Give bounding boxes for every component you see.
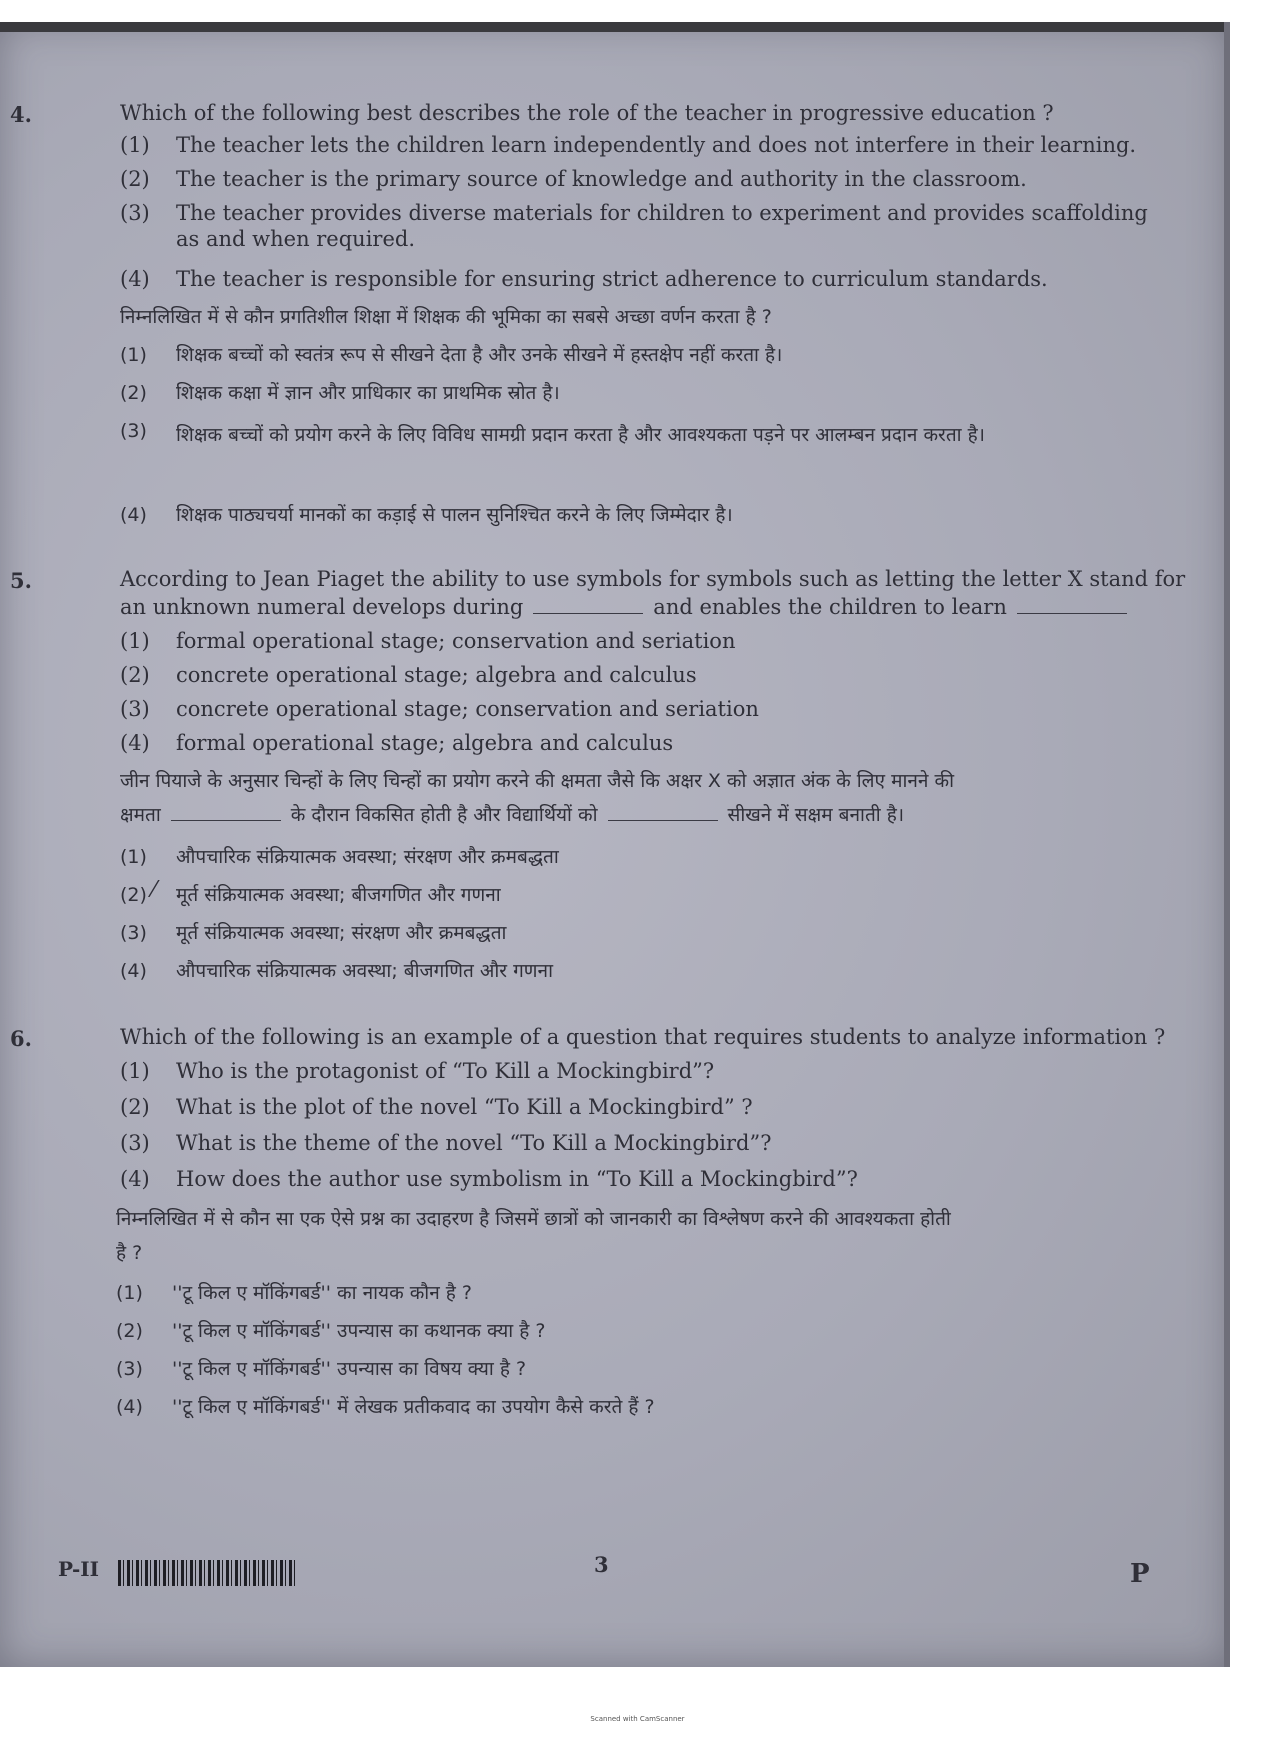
option-text: ''टू किल ए मॉकिंगबर्ड'' उपन्यास का विषय क्या है ? [172,1358,527,1380]
option-text: The teacher is the primary source of knowledge and authority in the classroom. [176,167,1027,191]
option-number: (3) [120,1131,150,1155]
stem-part: and enables the children to learn [653,595,1007,619]
option-number: (1) [116,1282,143,1304]
option-text: Who is the protagonist of “To Kill a Mockingbird”? [176,1059,715,1083]
option-number: (1) [120,629,150,653]
option-text: formal operational stage; conservation and seriation [176,629,736,653]
option-number: (2) [116,1320,143,1342]
stem-part: क्षमता [120,804,161,826]
option-en [120,1166,1210,1192]
option-text: औपचारिक संक्रियात्मक अवस्था; संरक्षण और क्रमबद्धता [176,846,559,868]
answer-blank [533,595,643,614]
question-number: 6. [10,1026,32,1051]
option-number: (4) [120,731,150,755]
option-hi [120,882,1210,908]
option-number: (2) [120,382,147,404]
option-number: (4) [120,1167,150,1191]
option-text: How does the author use symbolism in “To Kill a Mockingbird”? [176,1167,858,1191]
question-stem-hi: है ? [116,1242,143,1264]
option-en [120,132,1210,158]
option-number: (2) [120,167,150,191]
option-number: (4) [120,504,147,526]
stem-part: सीखने में सक्षम बनाती है। [727,804,905,826]
question-stem-en: Which of the following best describes the role of the teacher in progressive education ? [120,101,1054,125]
question-stem-en: According to Jean Piaget the ability to use symbols for symbols such as letting the letter X stand for [120,567,1186,591]
question-stem-hi: निम्नलिखित में से कौन प्रगतिशील शिक्षा में शिक्षक की भूमिका का सबसे अच्छा वर्णन करता है ? [120,306,772,328]
option-number: (3) [120,420,147,442]
option-number: (2) [120,884,147,906]
option-number: (4) [120,960,147,982]
option-hi [116,1318,1206,1344]
option-hi [120,342,1210,368]
option-en [120,1094,1210,1120]
option-hi [120,920,1210,946]
option-hi [120,380,1210,406]
option-text: The teacher provides diverse materials for children to experiment and provides scaffolding as and when required. [176,201,1148,251]
option-hi [120,502,1210,528]
scanned-page [0,22,1230,1667]
barcode [118,1560,298,1586]
option-text: formal operational stage; algebra and calculus [176,731,674,755]
option-text: ''टू किल ए मॉकिंगबर्ड'' में लेखक प्रतीकवाद का उपयोग कैसे करते हैं ? [172,1396,655,1418]
option-en [120,730,1210,756]
option-text: शिक्षक बच्चों को स्वतंत्र रूप से सीखने देता है और उनके सीखने में हस्तक्षेप नहीं करता है। [176,344,783,366]
option-en [120,1058,1210,1084]
option-number: (2) [120,663,150,687]
paper-code: P-II [58,1557,99,1581]
option-number: (3) [120,697,150,721]
page-number: 3 [594,1552,609,1577]
option-text: शिक्षक पाठ्यचर्या मानकों का कड़ाई से पालन सुनिश्चित करने के लिए जिम्मेदार है। [176,504,733,526]
option-number: (2) [120,1095,150,1119]
question-number: 5. [10,568,32,593]
question-stem-en [120,594,1210,620]
question-number: 4. [10,102,32,127]
option-number: (4) [116,1396,143,1418]
option-hi [116,1356,1206,1382]
option-text: What is the plot of the novel “To Kill a Mockingbird” ? [176,1095,753,1119]
option-en [120,166,1210,192]
scanner-watermark: Scanned with CamScanner [590,1715,685,1723]
stem-part: के दौरान विकसित होती है और विद्यार्थियों को [290,804,598,826]
option-number: (3) [116,1358,143,1380]
series-code: P [1130,1559,1150,1589]
option-text: मूर्त संक्रियात्मक अवस्था; संरक्षण और क्रमबद्धता [176,922,507,944]
option-text: ''टू किल ए मॉकिंगबर्ड'' उपन्यास का कथानक क्या है ? [172,1320,546,1342]
option-text: concrete operational stage; algebra and calculus [176,663,697,687]
option-text: ''टू किल ए मॉकिंगबर्ड'' का नायक कौन है ? [172,1282,473,1304]
option-en [120,628,1210,654]
answer-blank [171,802,281,821]
stem-part: an unknown numeral develops during [120,595,524,619]
answer-blank [1017,595,1127,614]
option-text: मूर्त संक्रियात्मक अवस्था; बीजगणित और गणना [176,884,501,906]
question-stem-hi [120,802,1210,828]
option-number: (4) [120,267,150,291]
option-text: What is the theme of the novel “To Kill a Mockingbird”? [176,1131,772,1155]
option-hi [120,844,1210,870]
option-hi [120,418,1210,452]
page-content [0,22,1230,1667]
option-number: (1) [120,1059,150,1083]
question-stem-en: Which of the following is an example of a question that requires students to analyze information ? [120,1025,1166,1049]
option-text: The teacher lets the children learn independently and does not interfere in their learning. [176,133,1137,157]
option-text: शिक्षक बच्चों को प्रयोग करने के लिए विविध सामग्री प्रदान करता है और आवश्यकता पड़ने पर आलम्बन प्रदान करता है। [176,424,985,446]
option-en [120,200,1210,252]
question-stem-hi: जीन पियाजे के अनुसार चिन्हों के लिए चिन्हों का प्रयोग करने की क्षमता जैसे कि अक्षर X को अज्ञात अंक के लिए मानने की [120,770,955,792]
option-number: (1) [120,133,150,157]
option-text: औपचारिक संक्रियात्मक अवस्था; बीजगणित और गणना [176,960,554,982]
option-en [120,696,1210,722]
option-text: concrete operational stage; conservation and seriation [176,697,759,721]
handwritten-tick-mark: ⁄ [152,878,156,903]
option-en [120,662,1210,688]
option-text: The teacher is responsible for ensuring strict adherence to curriculum standards. [176,267,1048,291]
option-number: (1) [120,846,147,868]
option-number: (3) [120,201,150,225]
option-en [120,266,1210,292]
option-en [120,1130,1210,1156]
option-number: (3) [120,922,147,944]
option-hi [120,958,1210,984]
option-hi [116,1394,1206,1420]
option-number: (1) [120,344,147,366]
option-hi [116,1280,1206,1306]
option-text: शिक्षक कक्षा में ज्ञान और प्राधिकार का प्राथमिक स्रोत है। [176,382,560,404]
answer-blank [608,802,718,821]
question-stem-hi: निम्नलिखित में से कौन सा एक ऐसे प्रश्न का उदाहरण है जिसमें छात्रों को जानकारी का विश्लेषण करने की आवश्यकता होती [116,1208,951,1230]
